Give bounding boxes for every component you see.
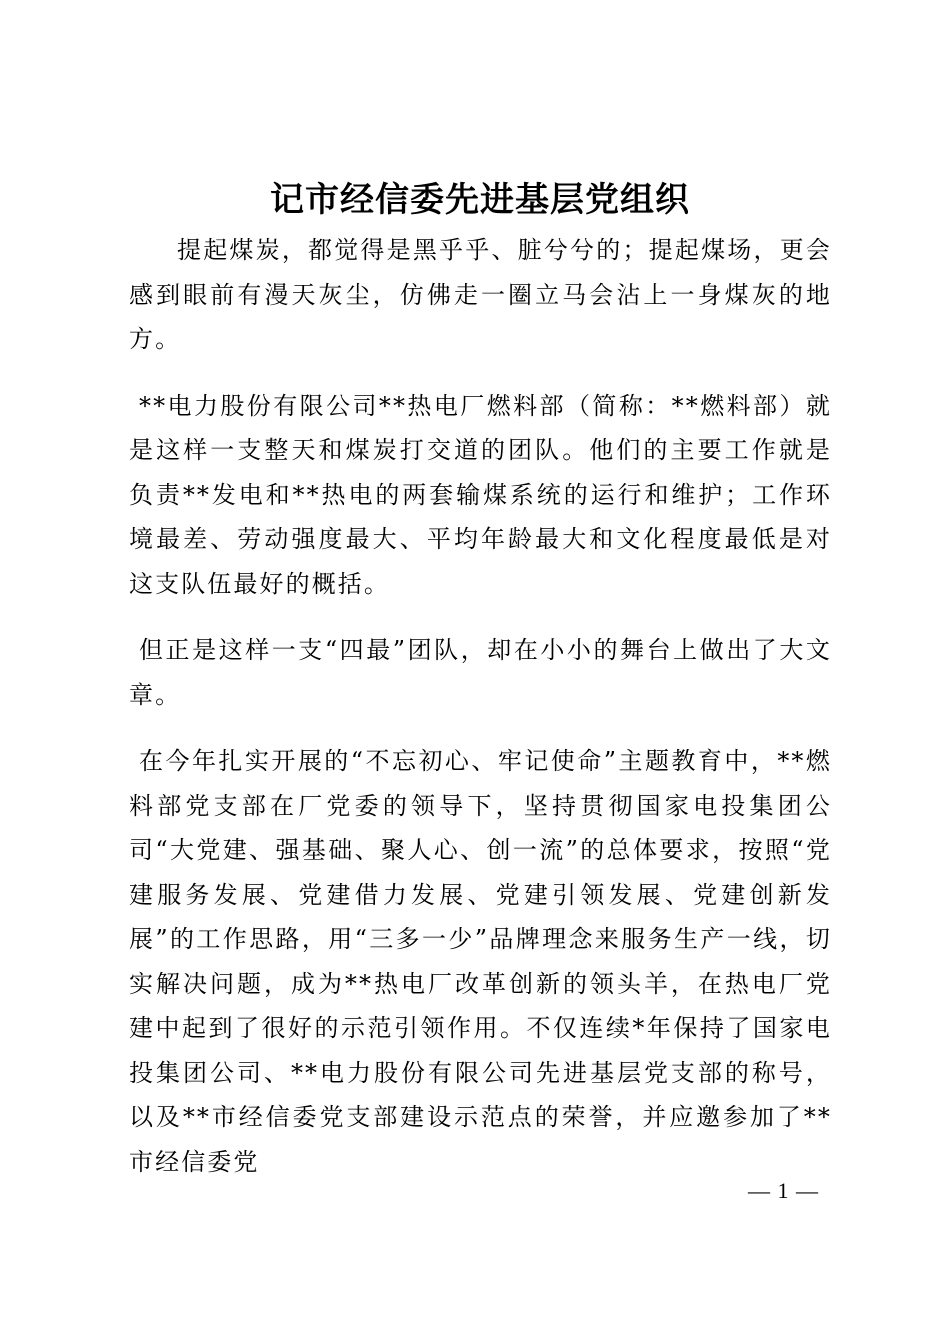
- paragraph-four-most-team: 但正是这样一支“四最”团队，却在小小的舞台上做出了大文章。: [129, 636, 832, 709]
- document-title: 记市经信委先进基层党组织: [270, 180, 690, 220]
- document-body: [129, 228, 832, 1184]
- paragraph-intro: 提起煤炭，都觉得是黑乎乎、脏兮兮的；提起煤场，更会感到眼前有漫天灰尘，仿佛走一圈立马会沾上一身煤灰的地方。: [129, 236, 832, 353]
- page-number: — 1 —: [748, 1178, 819, 1203]
- paragraph-team-description: **电力股份有限公司**热电厂燃料部（简称：**燃料部）就是这样一支整天和煤炭打交道的团队。他们的主要工作就是负责**发电和**热电的两套输煤系统的运行和维护；工作环境最差、劳动强度最大、平均年龄最大和文化程度最低是对这支队伍最好的概括。: [129, 391, 832, 598]
- paragraph-theme-education: 在今年扎实开展的“不忘初心、牢记使命”主题教育中，**燃料部党支部在厂党委的领导下，坚持贯彻国家电投集团公司“大党建、强基础、聚人心、创一流”的总体要求，按照“党建服务发展、党建借力发展、党建引领发展、党建创新发展”的工作思路，用“三多一少”品牌理念来服务生产一线，切实解决问题，成为**热电厂改革创新的领头羊，在热电厂党建中起到了很好的示范引领作用。不仅连续*年保持了国家电投集团公司、**电力股份有限公司先进基层党支部的称号，以及**市经信委党支部建设示范点的荣誉，并应邀参加了**市经信委党: [129, 747, 832, 1176]
